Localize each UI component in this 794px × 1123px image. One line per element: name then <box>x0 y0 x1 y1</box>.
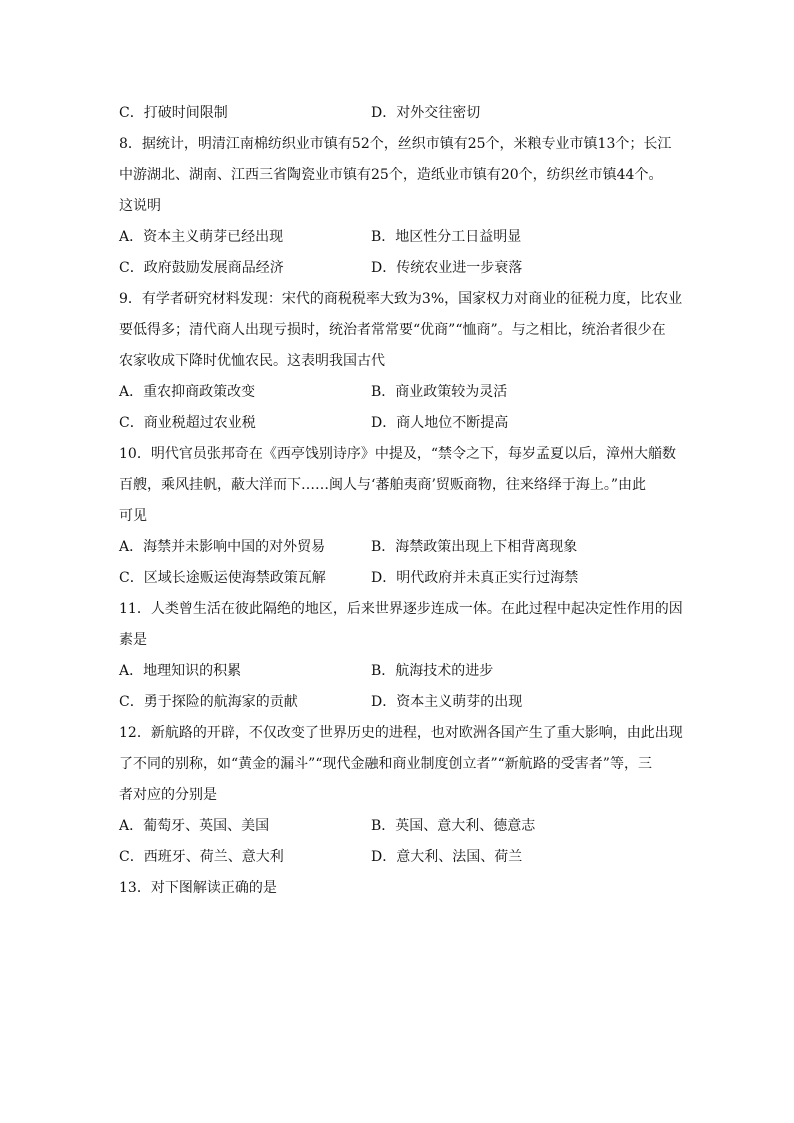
question-list <box>119 98 683 904</box>
question-stem-line: 素是 <box>119 632 147 648</box>
answer-option[interactable]: D．商人地位不断提高 <box>371 415 509 431</box>
answer-option[interactable]: B．商业政策较为灵活 <box>371 384 508 400</box>
answer-option[interactable]: B．航海技术的进步 <box>371 663 494 679</box>
answer-option[interactable]: C．西班牙、荷兰、意大利 <box>119 849 284 865</box>
answer-option[interactable]: A．海禁并未影响中国的对外贸易 <box>119 539 326 555</box>
question-11 <box>119 594 683 718</box>
question-stem-line: 13．对下图解读正确的是 <box>119 880 277 896</box>
question-stem-line: 10．明代官员张邦奇在《西亭饯别诗序》中提及，“禁令之下，每岁孟夏以后，漳州大艏数 <box>119 446 676 462</box>
answer-option[interactable]: D．传统农业进一步衰落 <box>371 260 523 276</box>
answer-option[interactable]: A．地理知识的积累 <box>119 663 242 679</box>
answer-option[interactable]: C．政府鼓励发展商品经济 <box>119 260 284 276</box>
question-stem-line: 9．有学者研究材料发现：宋代的商税税率大致为3%，国家权力对商业的征税力度，比农业 <box>119 291 683 307</box>
option-row <box>119 98 679 129</box>
option-row <box>119 532 679 563</box>
answer-option[interactable]: B．海禁政策出现上下相背离现象 <box>371 539 578 555</box>
answer-option[interactable]: C．商业税超过农业税 <box>119 415 256 431</box>
option-row <box>119 842 679 873</box>
option-row <box>119 377 679 408</box>
answer-option[interactable]: B．地区性分工日益明显 <box>371 229 522 245</box>
answer-option[interactable]: C．勇于探险的航海家的贡献 <box>119 694 298 710</box>
option-row <box>119 687 679 718</box>
question-stem-line: 了不同的别称，如“黄金的漏斗”“现代金融和商业制度创立者”“新航路的受害者”等，三 <box>119 756 652 772</box>
answer-option[interactable]: B．英国、意大利、德意志 <box>371 818 536 834</box>
question-stem-line: 百艘，乘风挂帆，蔽大洋而下……闽人与‘蕃舶夷商’贸贩商物，往来络绎于海上。”由此 <box>119 477 647 493</box>
option-row <box>119 811 679 842</box>
answer-option[interactable]: C．区域长途贩运使海禁政策瓦解 <box>119 570 326 586</box>
question-stem-line: 者对应的分别是 <box>119 787 217 803</box>
answer-option[interactable]: C．打破时间限制 <box>119 105 228 121</box>
answer-option[interactable]: A．资本主义萌芽已经出现 <box>119 229 284 245</box>
answer-option[interactable]: D．意大利、法国、荷兰 <box>371 849 523 865</box>
question-9 <box>119 284 683 439</box>
question-10 <box>119 439 679 594</box>
question-stem-line: 中游湖北、湖南、江西三省陶瓷业市镇有25个，造纸业市镇有20个，纺织丝市镇44个。 <box>119 167 663 183</box>
answer-option[interactable]: D．资本主义萌芽的出现 <box>371 694 523 710</box>
answer-option[interactable]: A．葡萄牙、英国、美国 <box>119 818 270 834</box>
question-stem-line: 8．据统计，明清江南棉纺织业市镇有52个，丝织市镇有25个，米粮专业市镇13个；长江 <box>119 136 672 152</box>
question-stem-line: 11．人类曾生活在彼此隔绝的地区，后来世界逐步连成一体。在此过程中起决定性作用的因 <box>119 601 683 617</box>
question-13 <box>119 873 679 904</box>
option-row <box>119 253 679 284</box>
question-stem-line: 农家收成下降时优恤农民。这表明我国古代 <box>119 353 385 369</box>
option-row <box>119 222 679 253</box>
option-row <box>119 656 679 687</box>
question-stem-line: 要低得多；清代商人出现亏损时，统治者常常要“优商”“恤商”。与之相比，统治者很少在 <box>119 322 666 338</box>
question-stem-line: 这说明 <box>119 198 161 214</box>
option-row <box>119 408 679 439</box>
option-row <box>119 563 679 594</box>
question-prev <box>119 98 679 129</box>
question-stem-line: 12．新航路的开辟，不仅改变了世界历史的进程，也对欧洲各国产生了重大影响，由此出现 <box>119 725 683 741</box>
answer-option[interactable]: D．对外交往密切 <box>371 105 481 121</box>
answer-option[interactable]: A．重农抑商政策改变 <box>119 384 256 400</box>
question-stem-line: 可见 <box>119 508 147 524</box>
answer-option[interactable]: D．明代政府并未真正实行过海禁 <box>371 570 579 586</box>
question-8 <box>119 129 679 284</box>
question-12 <box>119 718 683 873</box>
